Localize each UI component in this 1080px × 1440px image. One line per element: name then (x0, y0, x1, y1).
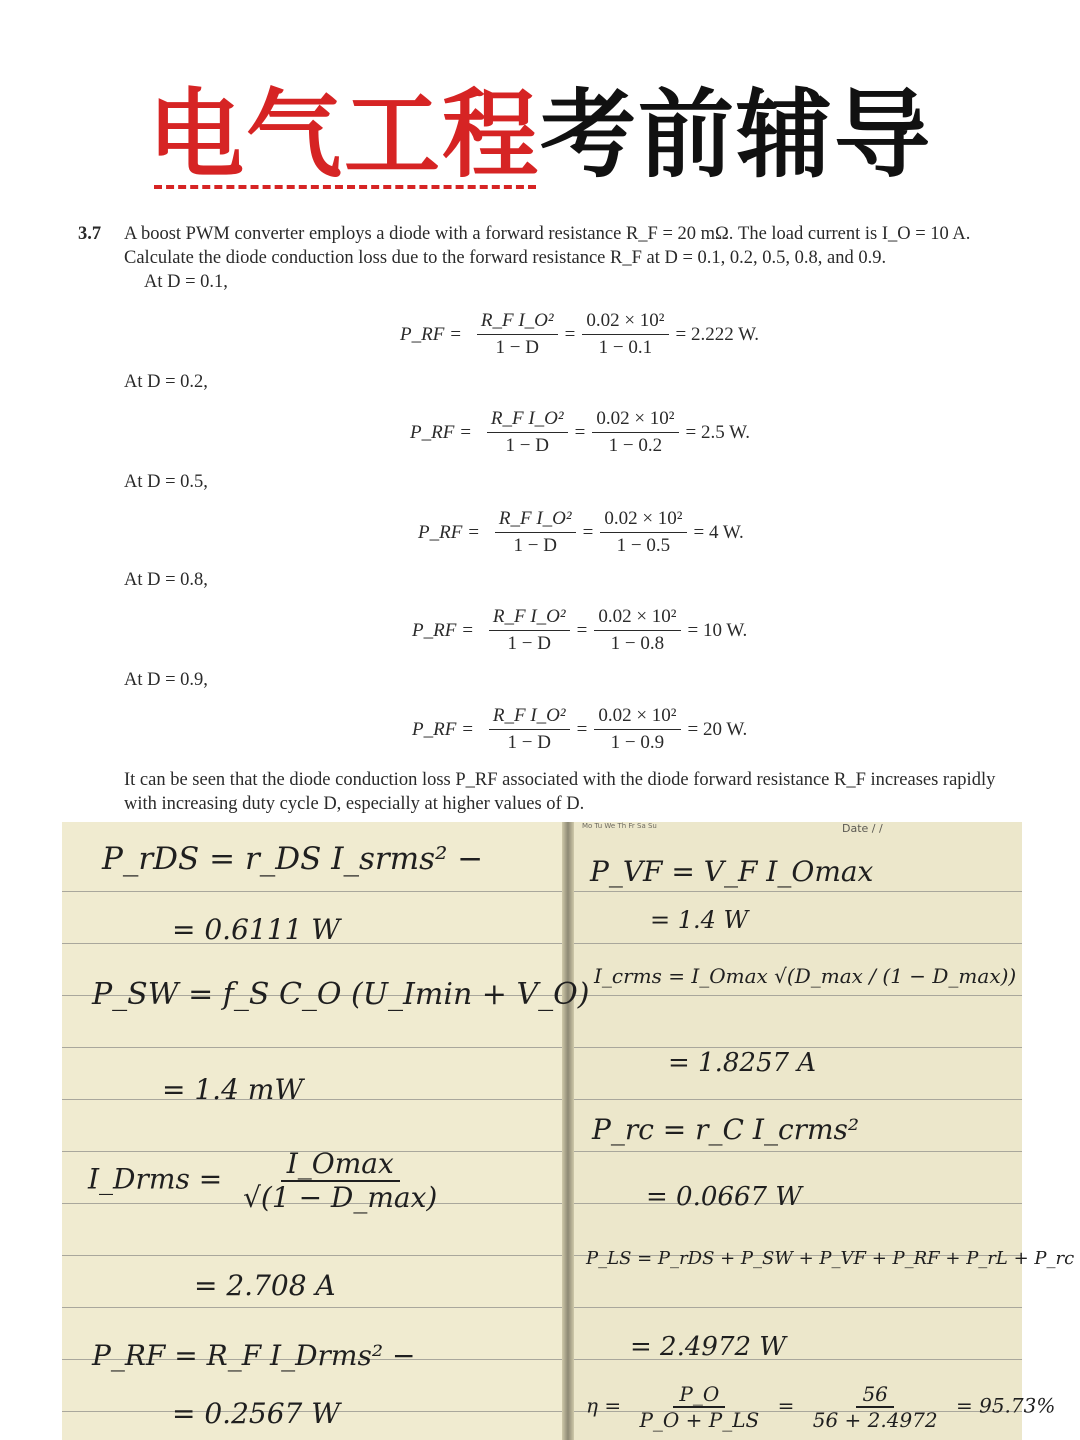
case-label: At D = 0.9, (124, 670, 208, 690)
hw-line: P_LS = P_rDS + P_SW + P_VF + P_RF + P_rL + P_rc (586, 1248, 1075, 1269)
hw-line: P_rDS = r_DS I_srms² − (102, 841, 484, 877)
case-label: At D = 0.1, (144, 272, 228, 292)
formula-denominator: 1 − D (507, 633, 551, 654)
hw-line: I_crms = I_Omax √(D_max / (1 − D_max)) (594, 964, 1017, 988)
title-red-part: 电气工程 (148, 79, 540, 191)
formula-denominator: 1 − D (505, 435, 549, 456)
hw-lhs: I_Drms = (88, 1162, 223, 1196)
equation: P_RF = $\frac{\text{R\_F I\_O²}}{1 - D}$ = $\frac{\text{0.02 × 10²}}{1 - 0.9}$ = 20 W. (412, 705, 748, 753)
notebook-photo (62, 822, 1075, 1440)
formula-denominator: 1 − D (507, 732, 551, 753)
equation: P_RF = $\frac{\text{R\_F I\_O²}}{1 - D}$ = $\frac{\text{0.02 × 10²}}{1 - 0.2}$ = 2.5 W. (410, 408, 751, 456)
hw-line: P_rc = r_C I_crms² (592, 1113, 860, 1146)
equation: P_RF = $\frac{\text{R\_F I\_O²}}{1 - D}$ = $\frac{\text{0.02 × 10²}}{1 - 0.8}$ = 10 W. (412, 606, 748, 654)
equation-lhs: P_RF = (412, 619, 474, 641)
formula-numerator: R_F I_O² (489, 606, 570, 631)
hw-fraction (237, 1147, 443, 1214)
formula-numerator: R_F I_O² (489, 705, 570, 730)
hw-line: P_RF = R_F I_Drms² − (92, 1339, 416, 1372)
hw-lhs: η = (586, 1393, 622, 1418)
hw-line: = 0.2567 W (172, 1397, 341, 1430)
equation-result: = 4 W. (693, 521, 744, 543)
equation-result: = 2.222 W. (675, 323, 760, 345)
notebook-spine (562, 822, 574, 1440)
equation: P_RF = $\frac{\text{R\_F I\_O²}}{1 - D}$ = $\frac{\text{0.02 × 10²}}{1 - 0.1}$ = 2.222 W. (400, 310, 760, 358)
formula-fraction (489, 705, 570, 754)
hw-denominator: 56 + 2.4972 (812, 1408, 938, 1432)
formula-numerator: R_F I_O² (495, 508, 576, 533)
hw-line: = 0.0667 W (646, 1182, 803, 1212)
hw-efficiency-line: η = $\frac{P\_O}{P\_O + P\_LS}$ = $\frac{56}{56 + 2.4972}$ = 95.73% (586, 1382, 1056, 1432)
hw-line: = 1.4 W (650, 906, 749, 934)
value-fraction (594, 606, 680, 655)
equation-lhs: P_RF = (400, 323, 462, 345)
hw-fraction (633, 1384, 765, 1430)
equation-result: = 2.5 W. (685, 421, 751, 443)
value-denominator: 1 − 0.9 (610, 732, 665, 753)
conclusion-text: It can be seen that the diode conduction loss P_RF associated with the diode forward resistance R_F increases rapidly with increasing duty cycle D, especially at higher values of D. (124, 770, 996, 814)
hw-numerator: P_O (673, 1384, 725, 1408)
formula-numerator: R_F I_O² (487, 408, 568, 433)
problem-statement: A boost PWM converter employs a diode with a forward resistance R_F = 20 mΩ. The load current is I_O = 10 A. Calculate the diode conduction loss due to the forward resistance R_F at D = 0.1, 0.2, 0.5, 0.8, and 0.9. (124, 224, 971, 268)
equation-lhs: P_RF = (410, 421, 472, 443)
formula-denominator: 1 − D (513, 535, 557, 556)
value-denominator: 1 − 0.5 (616, 535, 671, 556)
case-label: At D = 0.5, (124, 472, 208, 492)
equation: P_RF = $\frac{\text{R\_F I\_O²}}{1 - D}$ = $\frac{\text{0.02 × 10²}}{1 - 0.5}$ = 4 W. (418, 508, 744, 556)
banner-title (0, 78, 1080, 193)
case-label: At D = 0.2, (124, 372, 208, 392)
value-numerator: 0.02 × 10² (594, 705, 680, 730)
problem-number: 3.7 (78, 224, 102, 244)
hw-numerator: 56 (856, 1384, 893, 1408)
hw-line: = 1.4 mW (162, 1073, 304, 1106)
hw-line: = 1.8257 A (668, 1048, 817, 1078)
hw-fraction (807, 1384, 944, 1430)
formula-denominator: 1 − D (495, 337, 539, 358)
value-numerator: 0.02 × 10² (594, 606, 680, 631)
hw-line: P_SW = f_S C_O (U_Imin + V_O) (92, 977, 590, 1012)
case-label: At D = 0.8, (124, 570, 208, 590)
equation-lhs: P_RF = (412, 718, 474, 740)
hw-line: = 0.6111 W (172, 913, 341, 946)
equation-result: = 10 W. (687, 619, 748, 641)
formula-fraction (487, 408, 568, 457)
formula-fraction (489, 606, 570, 655)
hw-line: = 2.4972 W (630, 1332, 787, 1362)
hw-denominator: P_O + P_LS (639, 1408, 760, 1432)
hw-result: = 95.73% (955, 1393, 1056, 1418)
value-numerator: 0.02 × 10² (600, 508, 686, 533)
value-numerator: 0.02 × 10² (582, 310, 668, 335)
value-fraction (592, 408, 678, 457)
title-black-part: 考前辅导 (540, 79, 932, 191)
value-denominator: 1 − 0.2 (608, 435, 663, 456)
hw-line: = 2.708 A (194, 1269, 336, 1302)
value-numerator: 0.02 × 10² (592, 408, 678, 433)
value-denominator: 1 − 0.8 (610, 633, 665, 654)
equation-lhs: P_RF = (418, 521, 480, 543)
value-fraction (600, 508, 686, 557)
formula-numerator: R_F I_O² (477, 310, 558, 335)
formula-fraction (495, 508, 576, 557)
hw-numerator: I_Omax (281, 1150, 400, 1182)
date-label: Date / / (842, 822, 883, 835)
problem-block (78, 222, 1018, 294)
hw-denominator: √(1 − D_max) (243, 1181, 438, 1214)
value-fraction (594, 705, 680, 754)
formula-fraction (477, 310, 558, 359)
equation-result: = 20 W. (687, 718, 748, 740)
hw-fraction-line (88, 1147, 449, 1214)
weekday-strip: Mo Tu We Th Fr Sa Su (582, 822, 657, 830)
value-denominator: 1 − 0.1 (598, 337, 653, 358)
value-fraction (582, 310, 668, 359)
hw-line: P_VF = V_F I_Omax (590, 855, 874, 888)
